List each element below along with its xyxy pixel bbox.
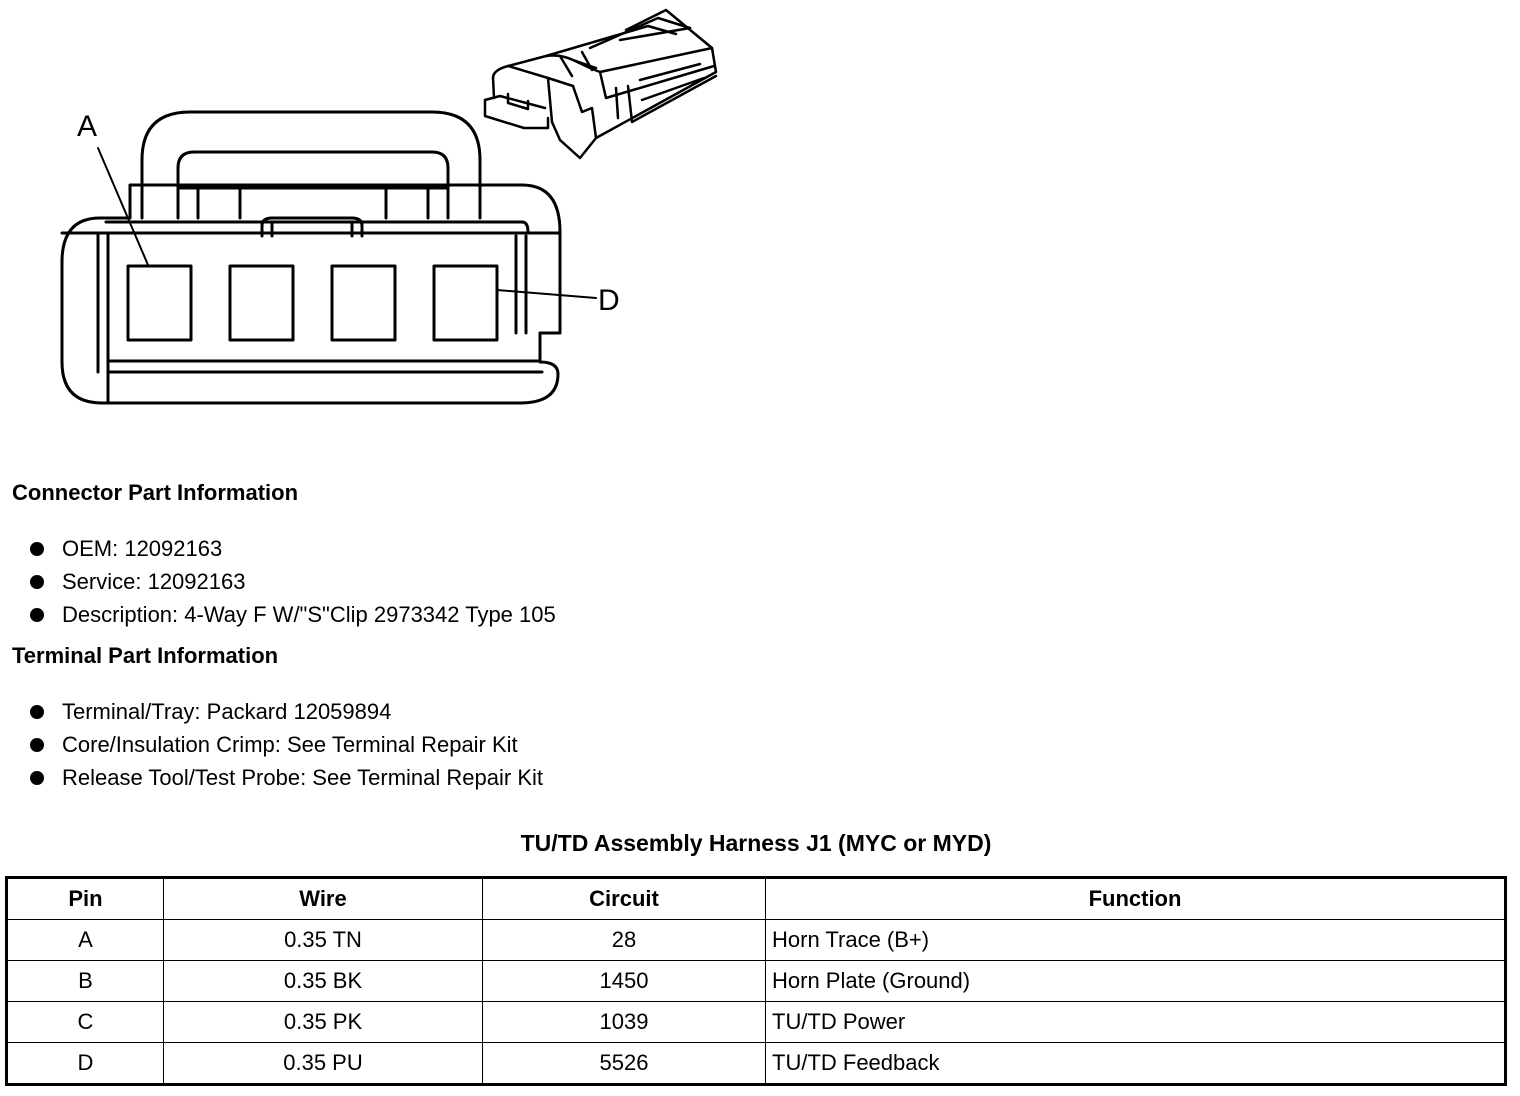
bullet-icon <box>30 771 44 785</box>
terminal-tray: Terminal/Tray: Packard 12059894 <box>62 699 392 724</box>
header-wire: Wire <box>164 878 483 920</box>
terminal-cavity-d <box>434 266 497 340</box>
cell-function: TU/TD Feedback <box>766 1043 1506 1085</box>
connector-description: Description: 4-Way F W/"S"Clip 2973342 Type 105 <box>62 602 556 627</box>
table-header-row <box>7 878 1506 920</box>
cell-pin: B <box>7 961 164 1002</box>
list-item <box>30 695 543 728</box>
list-item <box>30 565 556 598</box>
release-tool-info: Release Tool/Test Probe: See Terminal Repair Kit <box>62 765 543 790</box>
table-row <box>7 961 1506 1002</box>
list-item <box>30 598 556 631</box>
list-item <box>30 532 556 565</box>
table-title: TU/TD Assembly Harness J1 (MYC or MYD) <box>520 830 992 856</box>
terminal-info-list <box>30 695 543 794</box>
table-row <box>7 920 1506 961</box>
connector-inner-frame <box>106 222 528 232</box>
bullet-icon <box>30 705 44 719</box>
service-part-number: Service: 12092163 <box>62 569 246 594</box>
list-item <box>30 728 543 761</box>
oem-part-number: OEM: 12092163 <box>62 536 223 561</box>
cell-wire: 0.35 BK <box>164 961 483 1002</box>
cell-circuit: 1450 <box>483 961 766 1002</box>
header-function: Function <box>766 878 1506 920</box>
crimp-info: Core/Insulation Crimp: See Terminal Repair Kit <box>62 732 518 757</box>
terminal-cavity-a <box>128 266 191 340</box>
bullet-icon <box>30 608 44 622</box>
connector-illustration <box>0 0 760 430</box>
connector-info-heading: Connector Part Information <box>12 480 299 505</box>
connector-isometric-drawing <box>485 10 716 158</box>
pin-a-callout: A <box>77 110 98 143</box>
bullet-icon <box>30 575 44 589</box>
cell-function: Horn Trace (B+) <box>766 920 1506 961</box>
connector-face-drawing <box>0 0 760 430</box>
cell-wire: 0.35 TN <box>164 920 483 961</box>
terminal-cavity-c <box>332 266 395 340</box>
header-circuit: Circuit <box>483 878 766 920</box>
pinout-table <box>5 876 1507 1086</box>
table-row <box>7 1002 1506 1043</box>
list-item <box>30 761 543 794</box>
cell-pin: C <box>7 1002 164 1043</box>
cell-pin: D <box>7 1043 164 1085</box>
terminal-cavity-b <box>230 266 293 340</box>
header-pin: Pin <box>7 878 164 920</box>
table-row <box>7 1043 1506 1085</box>
cell-wire: 0.35 PU <box>164 1043 483 1085</box>
cell-pin: A <box>7 920 164 961</box>
cell-circuit: 28 <box>483 920 766 961</box>
terminal-info-heading: Terminal Part Information <box>12 643 279 668</box>
bullet-icon <box>30 738 44 752</box>
bullet-icon <box>30 542 44 556</box>
cell-circuit: 1039 <box>483 1002 766 1043</box>
pin-d-callout: D <box>598 284 620 317</box>
cell-circuit: 5526 <box>483 1043 766 1085</box>
cell-wire: 0.35 PK <box>164 1002 483 1043</box>
connector-info-list <box>30 532 556 631</box>
leader-line-d <box>497 290 596 298</box>
cell-function: Horn Plate (Ground) <box>766 961 1506 1002</box>
cell-function: TU/TD Power <box>766 1002 1506 1043</box>
